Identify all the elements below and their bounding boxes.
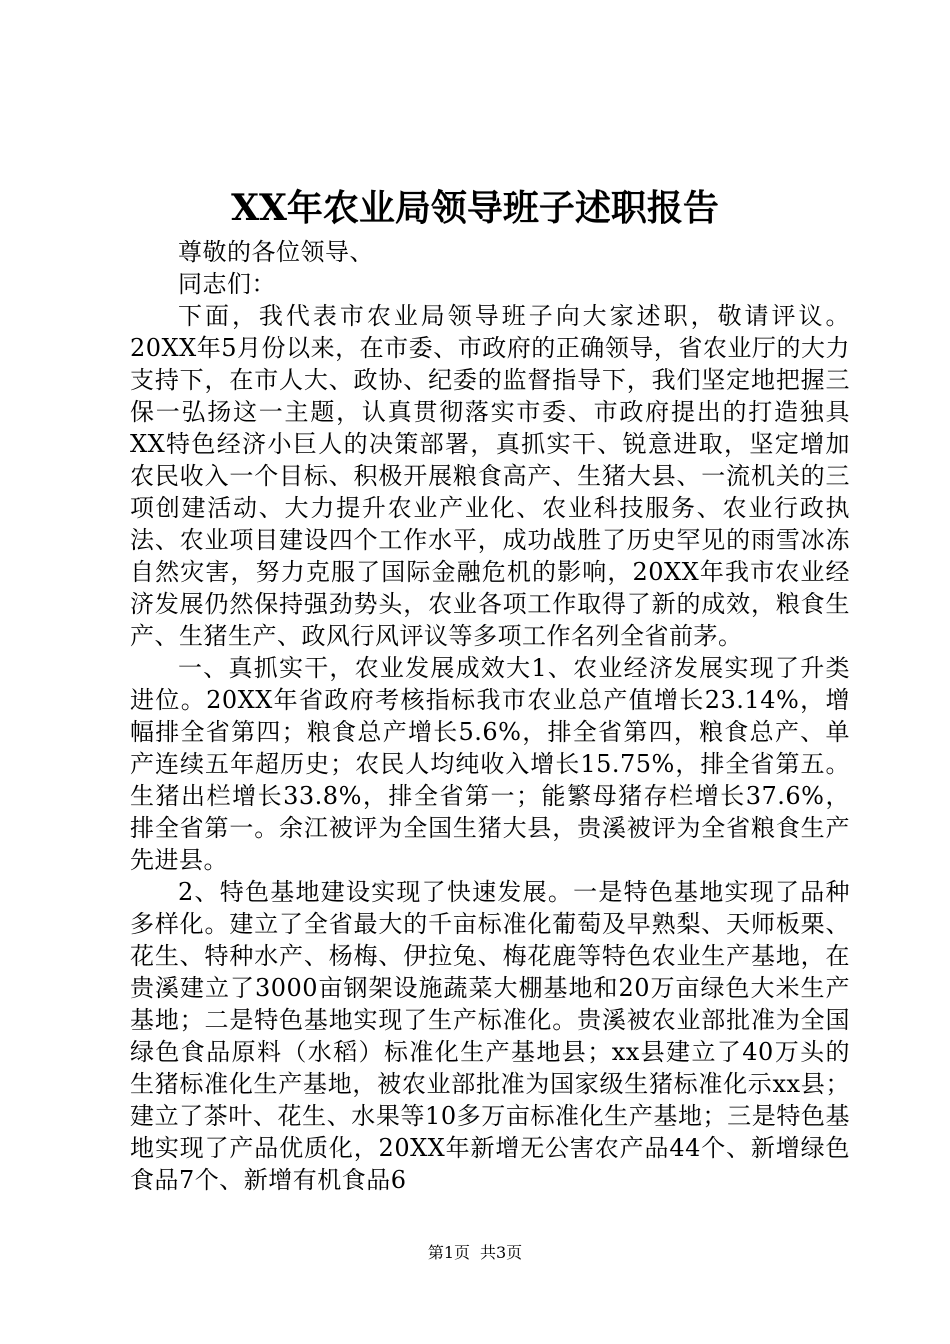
salutation-line-2: 同志们： [178,270,276,298]
page-total: 共3页 [480,1243,523,1262]
paragraph-section-two: 2、特色基地建设实现了快速发展。一是特色基地实现了品种多样化。建立了全省最大的千亩标准化葡萄及早熟梨、天师板栗、花生、特种水产、杨梅、伊拉兔、梅花鹿等特色农业生产基地，在贵溪建立了3000亩钢架设施蔬菜大棚基地和20万亩绿色大米生产基地；二是特色基地实现了生产标准化。贵溪被农业部批准为全国绿色食品原料（水稻）标准化生产基地县；xx县建立了40万头的生猪标准化生产基地，被农业部批准为国家级生猪标准化示xx县；建立了茶叶、花生、水果等10多万亩标准化生产基地；三是特色基地实现了产品优质化，20XX年新增无公害农产品44个、新增绿色食品7个、新增有机食品6 [130,878,850,1194]
page-footer [0,1242,950,1264]
document-title: XX年农业局领导班子述职报告 [231,187,719,229]
salutation-line-1: 尊敬的各位领导、 [178,238,374,266]
document-body [130,236,850,1196]
paragraph-section-one: 一、真抓实干，农业发展成效大1、农业经济发展实现了升类进位。20XX年省政府考核指标我市农业总产值增长23.14%，增幅排全省第四；粮食总产增长5.6%，排全省第四，粮食总产、单产连续五年超历史；农民人均纯收入增长15.75%，排全省第五。生猪出栏增长33.8%，排全省第一；能繁母猪存栏增长37.6%，排全省第一。余江被评为全国生猪大县，贵溪被评为全省粮食生产先进县。 [130,654,850,874]
paragraph-intro: 下面，我代表市农业局领导班子向大家述职，敬请评议。20XX年5月份以来，在市委、市政府的正确领导，省农业厅的大力支持下，在市人大、政协、纪委的监督指导下，我们坚定地把握三保一弘扬这一主题，认真贯彻落实市委、市政府提出的打造独具XX特色经济小巨人的决策部署，真抓实干、锐意进取，坚定增加农民收入一个目标、积极开展粮食高产、生猪大县、一流机关的三项创建活动、大力提升农业产业化、农业科技服务、农业行政执法、农业项目建设四个工作水平，成功战胜了历史罕见的雨雪冰冻自然灾害，努力克服了国际金融危机的影响，20XX年我市农业经济发展仍然保持强劲势头，农业各项工作取得了新的成效，粮食生产、生猪生产、政风行风评议等多项工作名列全省前茅。 [130,302,850,650]
page-number: 第1页 [427,1243,470,1262]
